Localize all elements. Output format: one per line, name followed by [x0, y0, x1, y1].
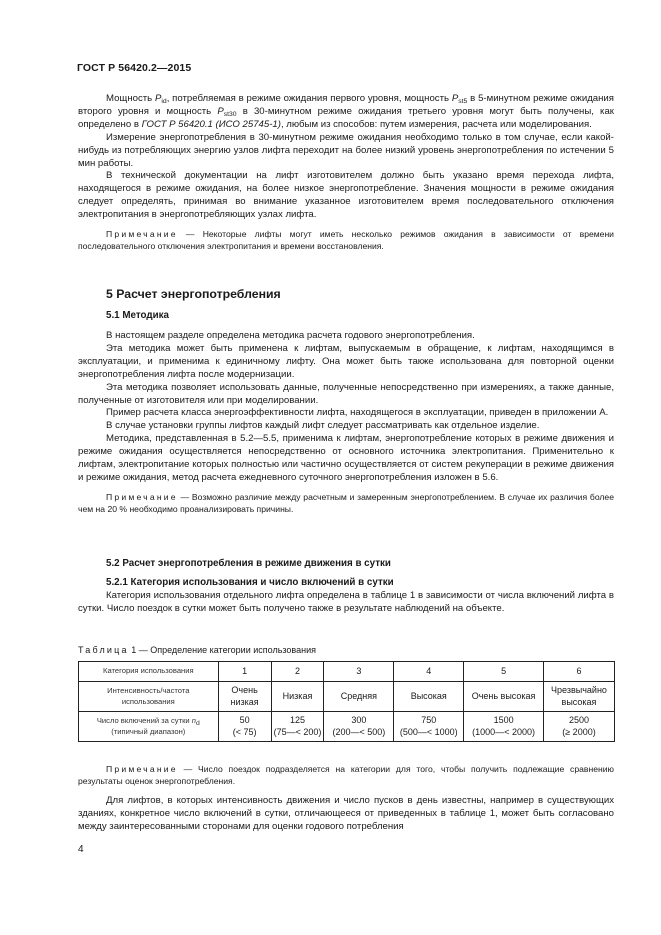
paragraph: Эта методика может быть применена к лифтам, выпускаемым в обращение, к лифтам, находящимся в эксплуатации, и применима к единичному лифту. Она может быть также использована для повторной оценки энергопотребления лифта после модернизации.: [78, 342, 614, 380]
row-header: Категория использования: [79, 662, 219, 682]
section-5-2-1-title: 5.2.1 Категория использования и число включений в сутки: [106, 577, 394, 588]
note-trip-categories: Примечание — Число поездок подразделяется на категории для того, чтобы получить подлежащие сравнению результаты оценок энергопотребления.: [78, 764, 614, 787]
note-standby-modes: Примечание — Некоторые лифты могут иметь несколько режимов ожидания в зависимости от времени последовательного отключения электропитания и времени восстановления.: [78, 229, 614, 252]
table-cell: 6: [543, 662, 614, 682]
table-cell: Чрезвычайно высокая: [543, 682, 614, 712]
table-cell: 2: [271, 662, 324, 682]
section-5-2-1-body: [78, 590, 614, 616]
row-header: Число включений за сутки $n_d$ (типичный диапазон): [79, 712, 219, 742]
document-header: ГОСТ Р 56420.2—2015: [77, 62, 192, 74]
table-cell: 3: [324, 662, 394, 682]
table-cell: 300 (200—< 500): [324, 712, 394, 742]
section-5-1-title: 5.1 Методика: [106, 310, 169, 321]
note-calc-difference: Примечание — Возможно различие между расчетным и замеренным энергопотреблением. В случае их различия более чем на 20 % необходимо проанализировать причины.: [78, 491, 614, 515]
paragraph-power-definition: Мощность $P_{id}$, потребляемая в режиме ожидания первого уровня, мощность $P_{st5}$ в 5-минутном режиме ожидания второго уровня и мощность $P_{st30}$ в 30-минутном режиме ожидания третьего уровня могут быть получены, как определено в ГОСТ Р 56420.1 (ИСО 25745-1), любым из способов: путем измерения, расчета или моделирования.: [78, 93, 615, 130]
table-cell: 50 (< 75): [218, 712, 271, 742]
row-header: Интенсивность/частота использования: [79, 682, 219, 712]
standard-reference: ГОСТ Р 56420.1 (ИСО 25745-1): [141, 118, 281, 130]
table-row: [79, 662, 615, 682]
table-cell: 4: [394, 662, 464, 682]
paragraph: Для лифтов, в которых интенсивность движения и число пусков в день известны, например в существующих зданиях, конкретное число включений в сутки, отличающееся от приведенных в таблице 1, может быть согласовано между заинтересованными сторонами для оценки годового потребления: [78, 795, 614, 833]
section-5-1-body: [78, 330, 614, 515]
paragraph: Методика, представленная в 5.2—5.5, применима к лифтам, энергопотребление которых в режиме движения и режиме ожидания осуществляется непосредственно от основного источника электропитания. Применительно к лифтам, электропитание которых полностью или частично осуществляется от систем рекуперации в режиме движения и режиме ожидания, метод расчета ежедневного суточного энергопотребления изложен в 5.6.: [78, 433, 614, 483]
table-cell: 1500 (1000—< 2000): [464, 712, 544, 742]
table-cell: Средняя: [324, 682, 394, 712]
table-cell: 2500 (≥ 2000): [543, 712, 614, 742]
section-5-2-title: 5.2 Расчет энергопотребления в режиме движения в сутки: [106, 558, 391, 569]
table-cell: 5: [464, 662, 544, 682]
table-cell: 125 (75—< 200): [271, 712, 324, 742]
page-number: 4: [78, 844, 84, 855]
table-cell: Низкая: [271, 682, 324, 712]
paragraph-30min-measurement: Измерение энергопотребления в 30-минутном режиме ожидания необходимо только в том случае, если какой-нибудь из потребляющих энергию узлов лифта переходит на более низкий уровень энергопотребления по истечении 5 мин работы.: [78, 131, 614, 169]
paragraph: Пример расчета класса энергоэффективности лифта, находящегося в эксплуатации, приведен в приложении А.: [106, 407, 609, 419]
paragraph: Категория использования отдельного лифта определена в таблице 1 в зависимости от числа включений лифта в сутки. Число поездок в сутки может быть получено также в результате наблюдений на объекте.: [78, 590, 614, 614]
paragraph: В настоящем разделе определена методика расчета годового энергопотребления.: [106, 330, 475, 341]
paragraph: Эта методика позволяет использовать данные, полученные непосредственно при измерениях, а также данные, полученные от изготовителя или при моделировании.: [78, 381, 614, 406]
intro-block: [78, 93, 614, 252]
table-cell: Высокая: [394, 682, 464, 712]
table-cell: 750 (500—< 1000): [394, 712, 464, 742]
paragraph: В случае установки группы лифтов каждый лифт следует рассматривать как отдельное изделие.: [106, 420, 540, 432]
section-5-title: 5 Расчет энергопотребления: [106, 287, 281, 301]
table-cell: 1: [218, 662, 271, 682]
table-cell: Очень высокая: [464, 682, 544, 712]
table-cell: Очень низкая: [218, 682, 271, 712]
usage-category-table: [78, 661, 615, 742]
paragraph-technical-docs: В технической документации на лифт изготовителем должно быть указано время перехода лифта, находящегося в режиме ожидания, на более низкое энергопотребление. Значения мощности в режиме ожидания следует определять, принимая во внимание указанное изготовителем время последовательного отключения электропитания в энергопотребляющих узлах лифта.: [78, 170, 614, 221]
table-caption: Таблица 1 — Определение категории использования: [78, 645, 316, 655]
after-table-block: [78, 763, 614, 834]
table-row: [79, 712, 615, 742]
table-row: [79, 682, 615, 712]
